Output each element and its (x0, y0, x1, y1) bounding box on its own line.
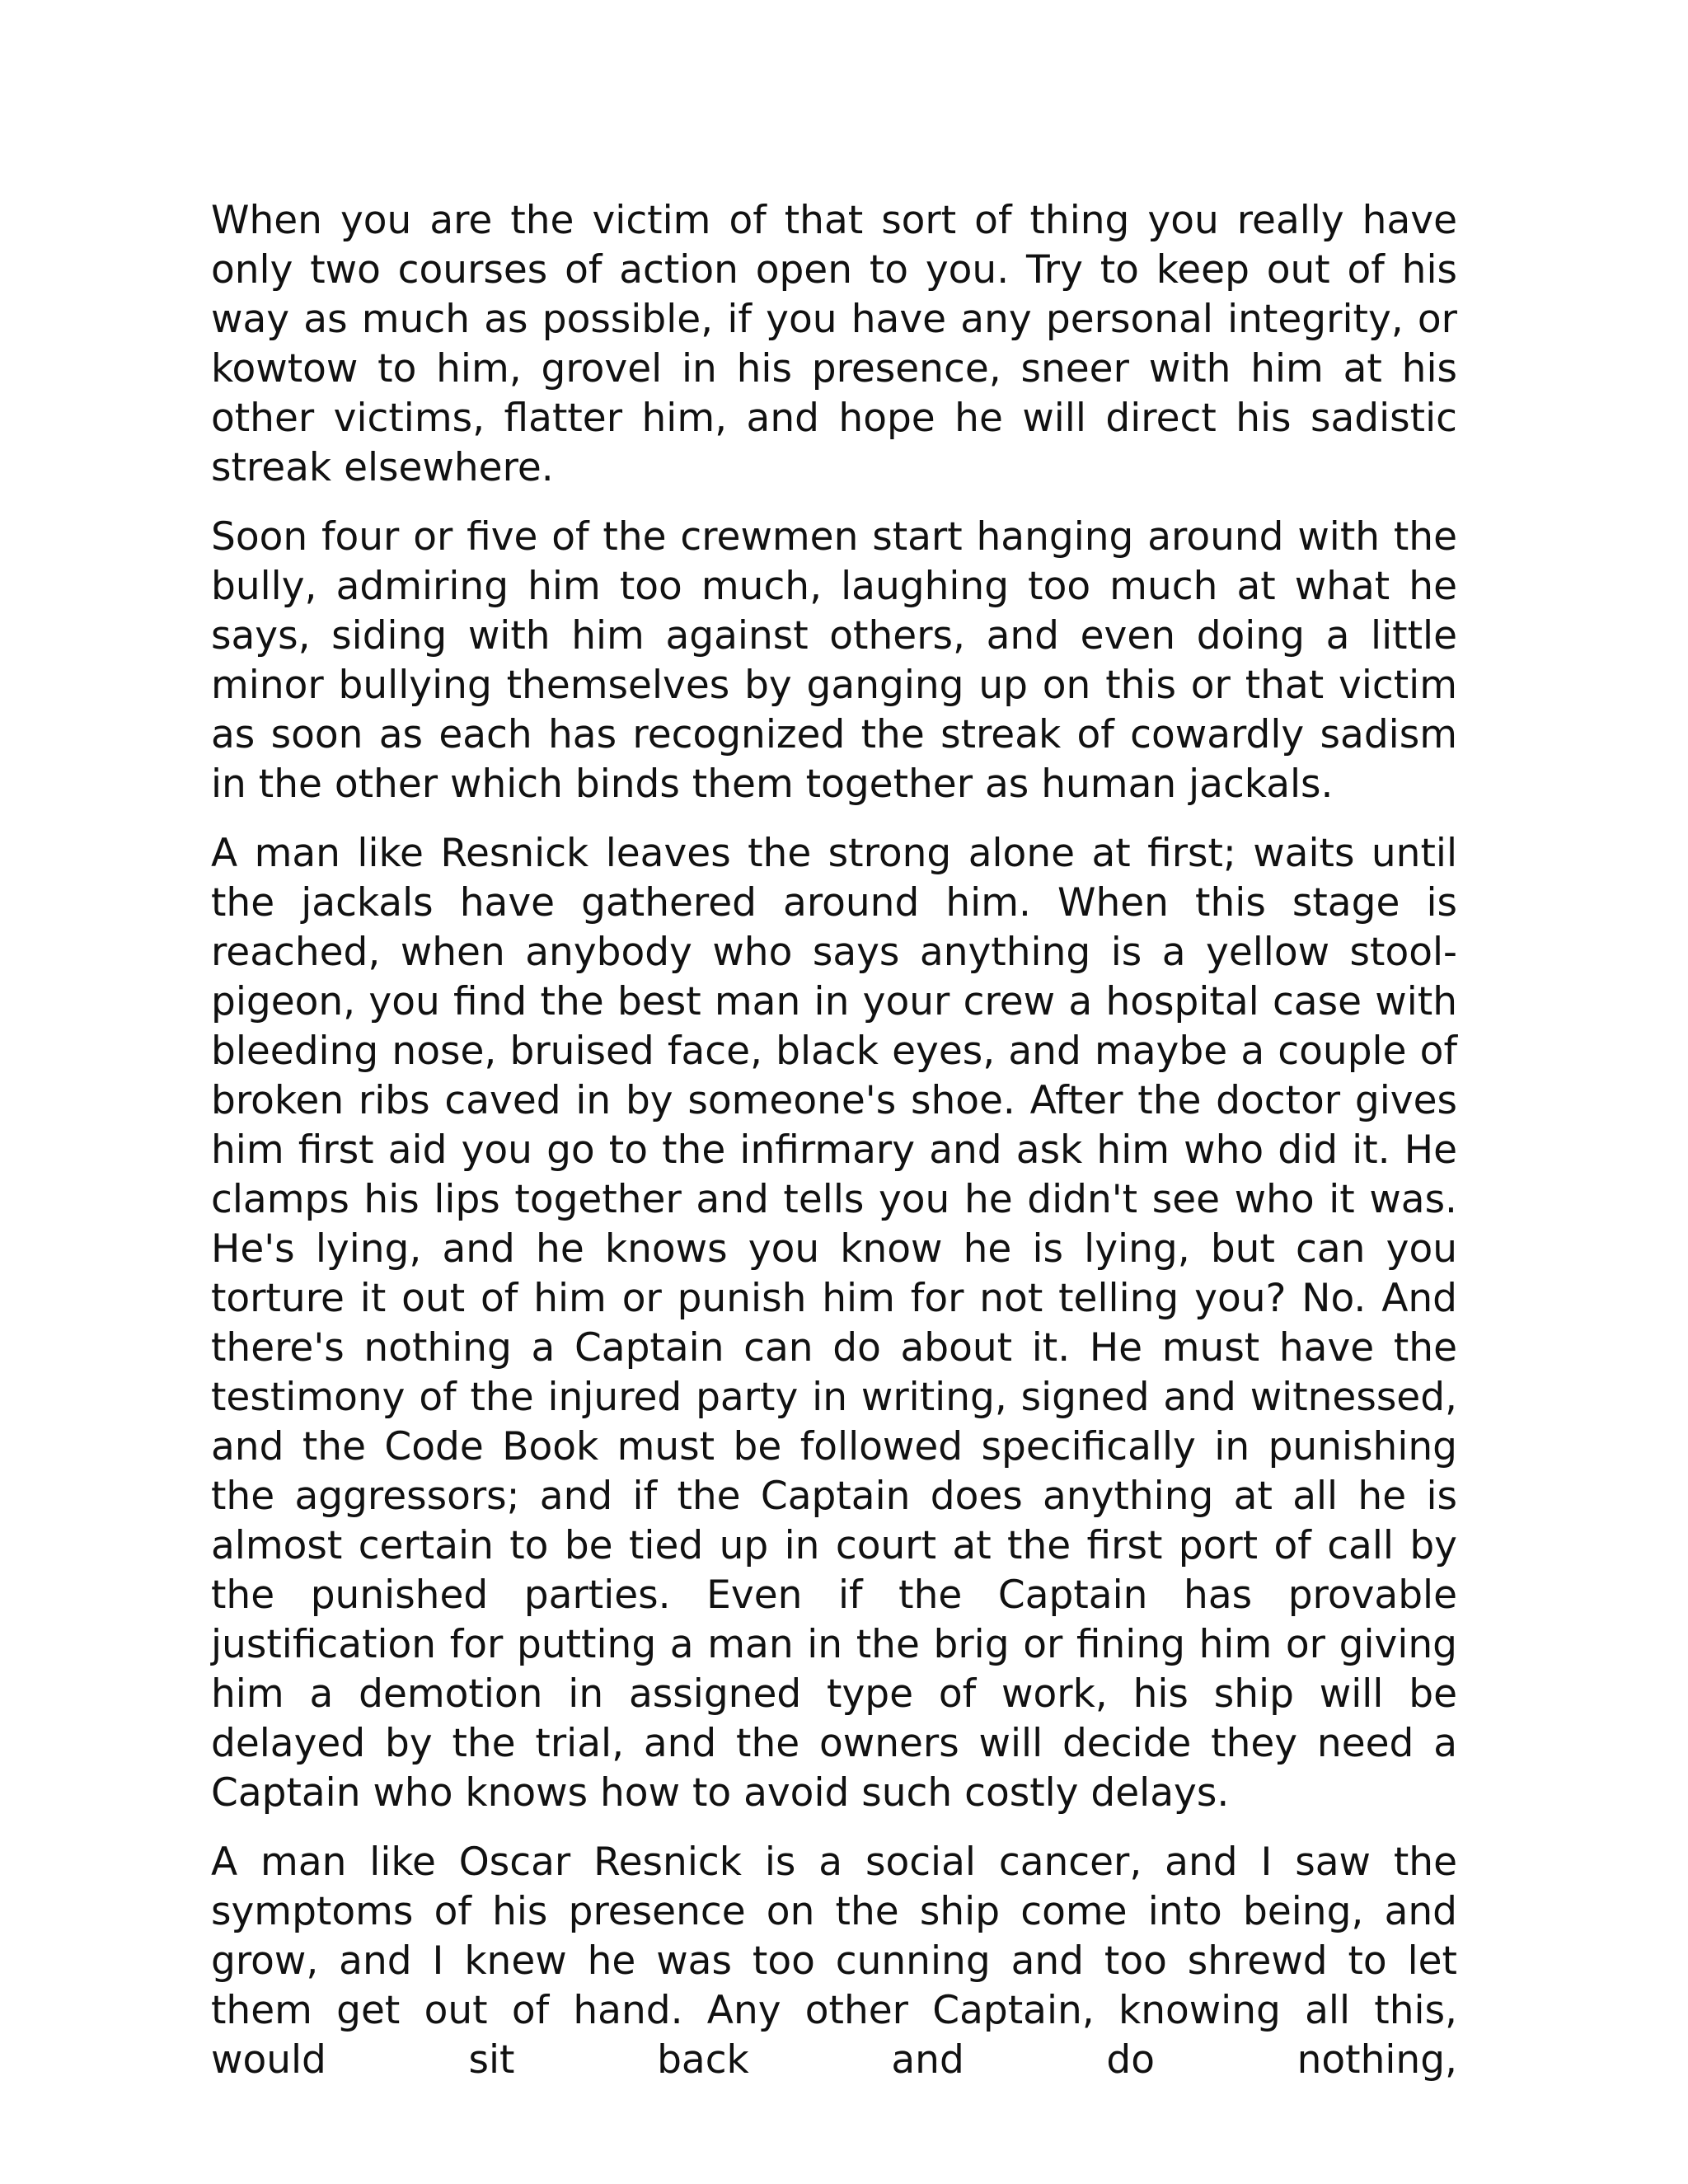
paragraph-1: When you are the victim of that sort of thing you really have only two courses of action open to you. Try to keep out of his way as much as possible, if you have any personal integrity, or kowtow to him, grovel in his presence, sneer with him at his other victims, flatter him, and hope he will direct his sadistic streak elsewhere. (211, 198, 1457, 490)
paragraph-4: A man like Oscar Resnick is a social cancer, and I saw the symptoms of his presence on the ship come into being, and grow, and I knew he was too cunning and too shrewd to let them get out of hand. Any other Captain, knowing all this, would sit back and do nothing, (211, 1840, 1457, 2083)
body-text (211, 196, 1457, 2085)
paragraph-2: Soon four or five of the crewmen start hanging around with the bully, admiring him too much, laughing too much at what he says, siding with him against others, and even doing a little minor bullying themselves by ganging up on this or that victim as soon as each has recognized the streak of cowardly sadism in the other which binds them together as human jackals. (211, 514, 1457, 807)
paragraph-3: A man like Resnick leaves the strong alone at first; waits until the jackals have gathered around him. When this stage is reached, when anybody who says anything is a yellow stool-pigeon, you find the best man in your crew a hospital case with bleeding nose, bruised face, black eyes, and maybe a couple of broken ribs caved in by someone's shoe. After the doctor gives him first aid you go to the infirmary and ask him who did it. He clamps his lips together and tells you he didn't see who it was. He's lying, and he knows you know he is lying, but can you torture it out of him or punish him for not telling you? No. And there's nothing a Captain can do about it. He must have the testimony of the injured party in writing, signed and witnessed, and the Code Book must be followed specifically in punishing the aggressors; and if the Captain does anything at all he is almost certain to be tied up in court at the first port of call by the punished parties. Even if the Captain has provable justification for putting a man in the brig or fining him or giving him a demotion in assigned type of work, his ship will be delayed by the trial, and the owners will decide they need a Captain who knows how to avoid such costly delays. (211, 831, 1457, 1816)
